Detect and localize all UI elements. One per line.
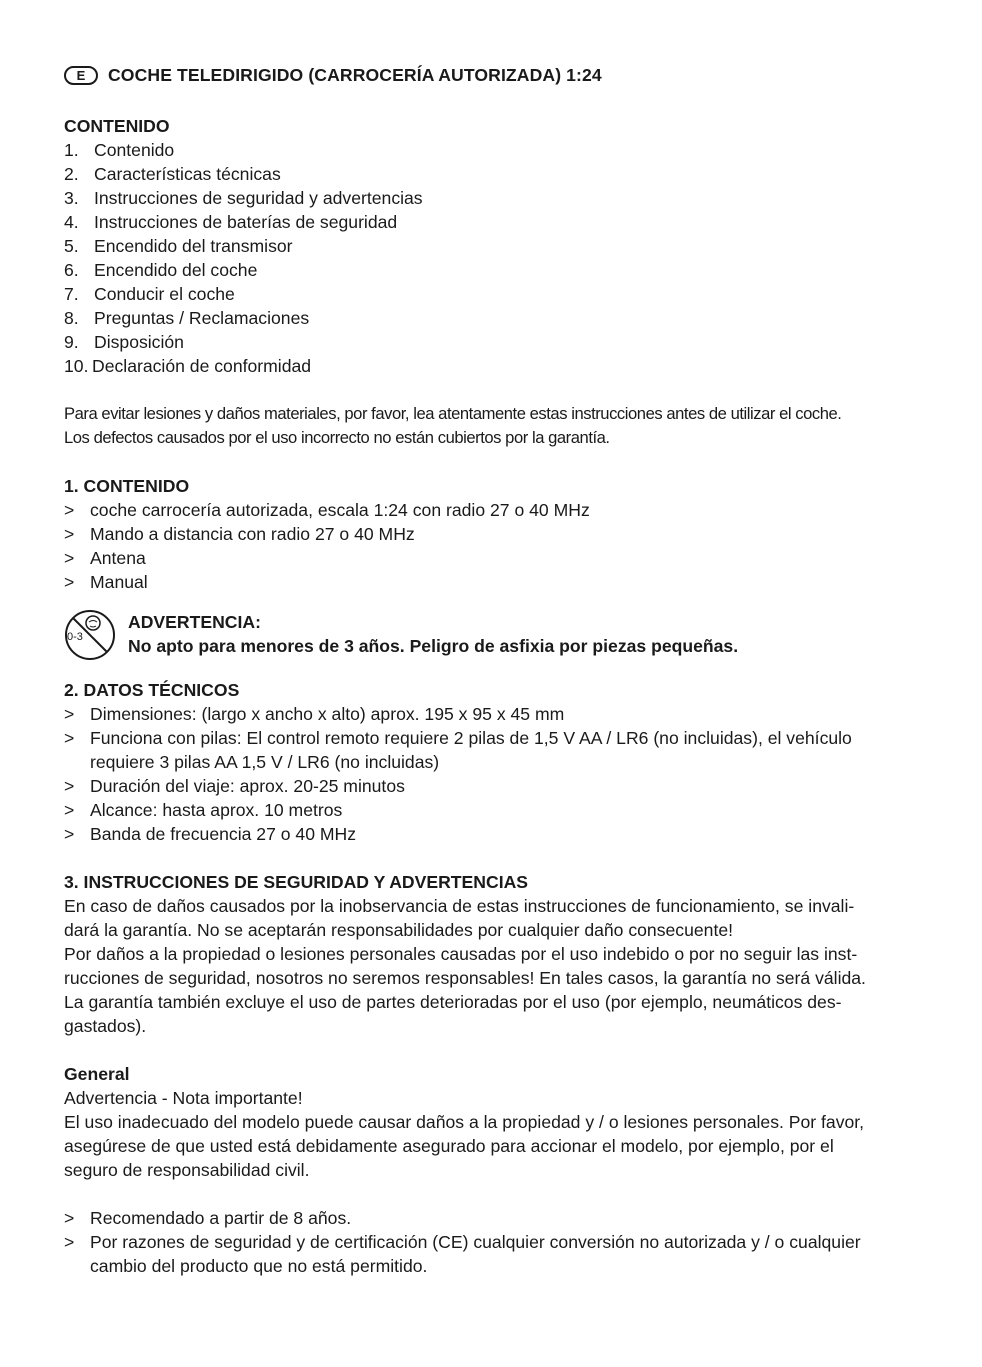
toc-number: 6. [64,260,79,280]
list-marker: > [64,524,75,544]
toc-item [64,282,920,306]
toc-label: Disposición [94,332,184,352]
paragraph-line: rucciones de seguridad, nosotros no seremos responsables! En tales casos, la garantía no será válida. [64,968,866,988]
toc-label: Instrucciones de baterías de seguridad [94,212,398,232]
warning-message: No apto para menores de 3 años. Peligro de asfixia por piezas pequeñas. [128,636,739,656]
toc-number: 9. [64,332,79,352]
section-heading: 1. CONTENIDO [64,476,190,496]
toc-number: 7. [64,284,79,304]
list-text: Mando a distancia con radio 27 o 40 MHz [90,524,415,544]
toc-label: Encendido del transmisor [94,236,293,256]
toc-number: 2. [64,164,79,184]
paragraph-line: En caso de daños causados por la inobservancia de estas instrucciones de funcionamiento, se invali- [64,896,855,916]
technical-list [64,702,920,846]
paragraph-line: Advertencia - Nota importante! [64,1088,303,1108]
list-text: coche carrocería autorizada, escala 1:24 con radio 27 o 40 MHz [90,500,590,520]
section-safety [64,870,920,1038]
list-marker: > [64,824,75,844]
list-text: requiere 3 pilas AA 1,5 V / LR6 (no incluidas) [90,752,440,772]
toc-label: Características técnicas [94,164,281,184]
list-text: Dimensiones: (largo x ancho x alto) aprox. 195 x 95 x 45 mm [90,704,565,724]
list-item [64,1230,920,1278]
list-text: Banda de frecuencia 27 o 40 MHz [90,824,357,844]
manual-page [64,58,920,1278]
toc-label: Conducir el coche [94,284,235,304]
toc-number: 8. [64,308,79,328]
toc-item [64,258,920,282]
toc-item [64,306,920,330]
intro-line: Para evitar lesiones y daños materiales, por favor, lea atentamente estas instrucciones antes de utilizar el coche. [64,404,842,423]
list-item [64,702,920,726]
section-technical-data [64,678,920,846]
toc-item [64,138,920,162]
toc-label: Declaración de conformidad [92,356,312,376]
toc-number: 1. [64,140,79,160]
toc-label: Contenido [94,140,175,160]
paragraph-line: El uso inadecuado del modelo puede causar daños a la propiedad y / o lesiones personales. Por favor, [64,1112,865,1132]
paragraph-line: seguro de responsabilidad civil. [64,1160,310,1180]
list-item [64,570,920,594]
list-text: Recomendado a partir de 8 años. [90,1208,352,1228]
section-heading: General [64,1064,130,1084]
list-text: Duración del viaje: aprox. 20-25 minutos [90,776,405,796]
toc-heading: CONTENIDO [64,116,170,136]
toc-item [64,354,920,378]
paragraph-line: gastados). [64,1016,147,1036]
toc-number: 10. [64,356,89,376]
list-item [64,1206,920,1230]
toc-item [64,210,920,234]
list-marker: > [64,1208,75,1228]
age-label: 0-3 [67,631,83,643]
contents-list [64,498,920,594]
list-item [64,774,920,798]
list-text: Manual [90,572,148,592]
list-text: Antena [90,548,146,568]
toc-item [64,234,920,258]
paragraph-line: dará la garantía. No se aceptarán responsabilidades por cualquier daño consecuente! [64,920,734,940]
toc-list [64,138,920,378]
general-list [64,1206,920,1278]
list-item [64,798,920,822]
list-item [64,822,920,846]
list-item [64,546,920,570]
section-general [64,1062,920,1278]
toc-item [64,162,920,186]
list-marker: > [64,776,75,796]
list-marker: > [64,800,75,820]
list-marker: > [64,704,75,724]
warning-box [64,608,920,662]
list-marker: > [64,728,75,748]
list-item [64,726,920,774]
list-marker: > [64,500,75,520]
list-marker: > [64,572,75,592]
section-contents [64,474,920,594]
list-text: cambio del producto que no está permitido. [90,1256,428,1276]
toc-item [64,330,920,354]
title-row [64,58,920,92]
table-of-contents [64,114,920,378]
toc-number: 4. [64,212,79,232]
warning-text [128,610,738,658]
list-text: Por razones de seguridad y de certificación (CE) cualquier conversión no autorizada y / o cualquier [90,1232,861,1252]
warning-title: ADVERTENCIA: [128,612,261,632]
list-marker: > [64,548,75,568]
list-text: Funciona con pilas: El control remoto requiere 2 pilas de 1,5 V AA / LR6 (no incluidas), el vehículo [90,728,852,748]
list-item [64,522,920,546]
toc-number: 5. [64,236,79,256]
language-badge: E [64,66,98,85]
no-small-children-icon [62,608,120,662]
paragraph-line: La garantía también excluye el uso de partes deterioradas por el uso (por ejemplo, neumáticos des- [64,992,842,1012]
intro-line: Los defectos causados por el uso incorrecto no están cubiertos por la garantía. [64,428,610,447]
toc-label: Preguntas / Reclamaciones [94,308,310,328]
list-text-block [90,1230,861,1278]
toc-number: 3. [64,188,79,208]
section-heading: 2. DATOS TÉCNICOS [64,680,240,700]
list-text-block [90,726,852,774]
intro-paragraph [64,402,920,450]
paragraph-line: asegúrese de que usted está debidamente asegurado para accionar el modelo, por ejemplo, por el [64,1136,834,1156]
list-item [64,498,920,522]
section-heading: 3. INSTRUCCIONES DE SEGURIDAD Y ADVERTENCIAS [64,872,529,892]
paragraph-line: Por daños a la propiedad o lesiones personales causadas por el uso indebido o por no seguir las inst- [64,944,858,964]
toc-label: Encendido del coche [94,260,258,280]
toc-label: Instrucciones de seguridad y advertencias [94,188,423,208]
list-text: Alcance: hasta aprox. 10 metros [90,800,343,820]
list-marker: > [64,1232,75,1252]
toc-item [64,186,920,210]
document-title: COCHE TELEDIRIGIDO (CARROCERÍA AUTORIZADA) 1:24 [108,64,602,85]
